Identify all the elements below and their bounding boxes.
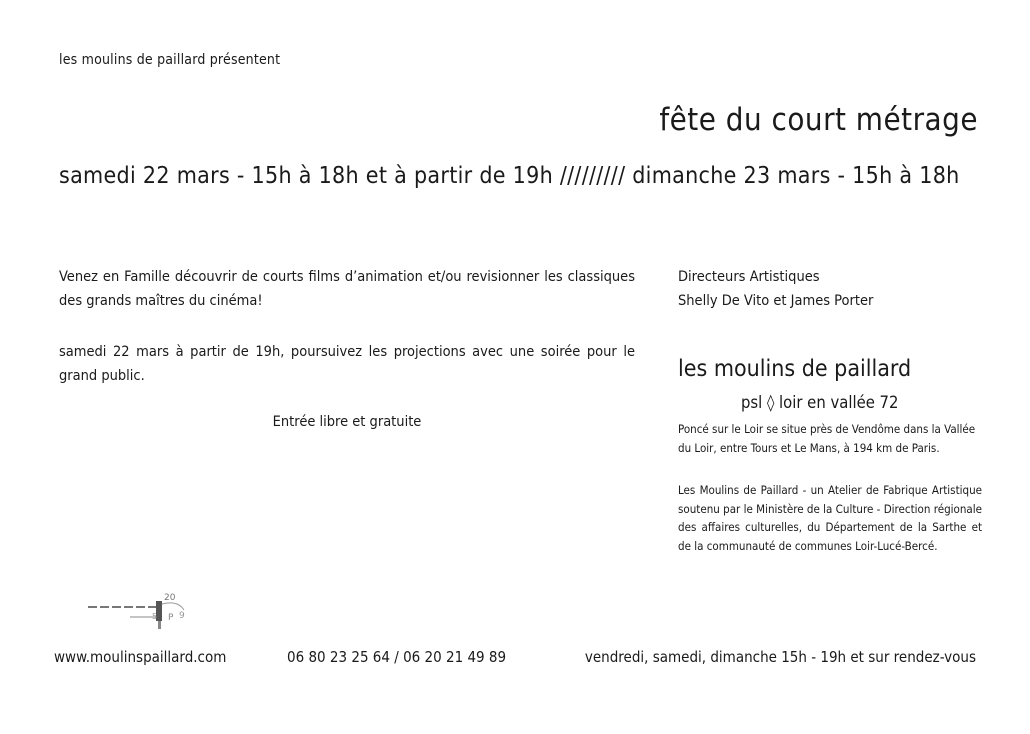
- directors-title: Directeurs Artistiques: [678, 269, 820, 285]
- location-description: Poncé sur le Loir se situe près de Vendôme dans la Vallée du Loir, entre Tours et Le Mans, à 194 km de Paris.: [678, 422, 976, 455]
- organization-name: les moulins de paillard: [678, 356, 912, 382]
- svg-text:P: P: [168, 613, 174, 623]
- directors-names: Shelly De Vito et James Porter: [678, 293, 874, 309]
- free-entry-note: Entrée libre et gratuite: [272, 414, 422, 430]
- evening-paragraph: samedi 22 mars à partir de 19h, poursuivez les projections avec une soirée pour le grand public.: [59, 344, 635, 384]
- opening-hours: vendredi, samedi, dimanche 15h - 19h et sur rendez-vous: [584, 648, 976, 666]
- website-link[interactable]: www.moulinspaillard.com: [54, 648, 227, 666]
- presenter-line: les moulins de paillard présentent: [59, 52, 281, 68]
- event-title: fête du court métrage: [659, 102, 978, 138]
- svg-text:5: 5: [152, 612, 158, 621]
- phone-numbers: 06 80 23 25 64 / 06 20 21 49 89: [287, 648, 507, 666]
- event-dates: samedi 22 mars - 15h à 18h et à partir de 19h ///////// dimanche 23 mars - 15h à 18h: [59, 163, 960, 189]
- support-description: Les Moulins de Paillard - un Atelier de Fabrique Artistique soutenu par le Ministère de la Culture - Direction régionale des affaires culturelles, du Département de la Sarthe et de la communauté de communes Loir-Lucé-Bercé.: [678, 483, 982, 554]
- logo-number: 20: [164, 593, 176, 603]
- svg-text:9: 9: [179, 611, 185, 621]
- moulins-logo-icon: [86, 588, 196, 638]
- location-line: psl ◊ loir en vallée 72: [741, 393, 899, 412]
- intro-paragraph: Venez en Famille découvrir de courts films d’animation et/ou revisionner les classiques des grands maîtres du cinéma!: [59, 269, 635, 309]
